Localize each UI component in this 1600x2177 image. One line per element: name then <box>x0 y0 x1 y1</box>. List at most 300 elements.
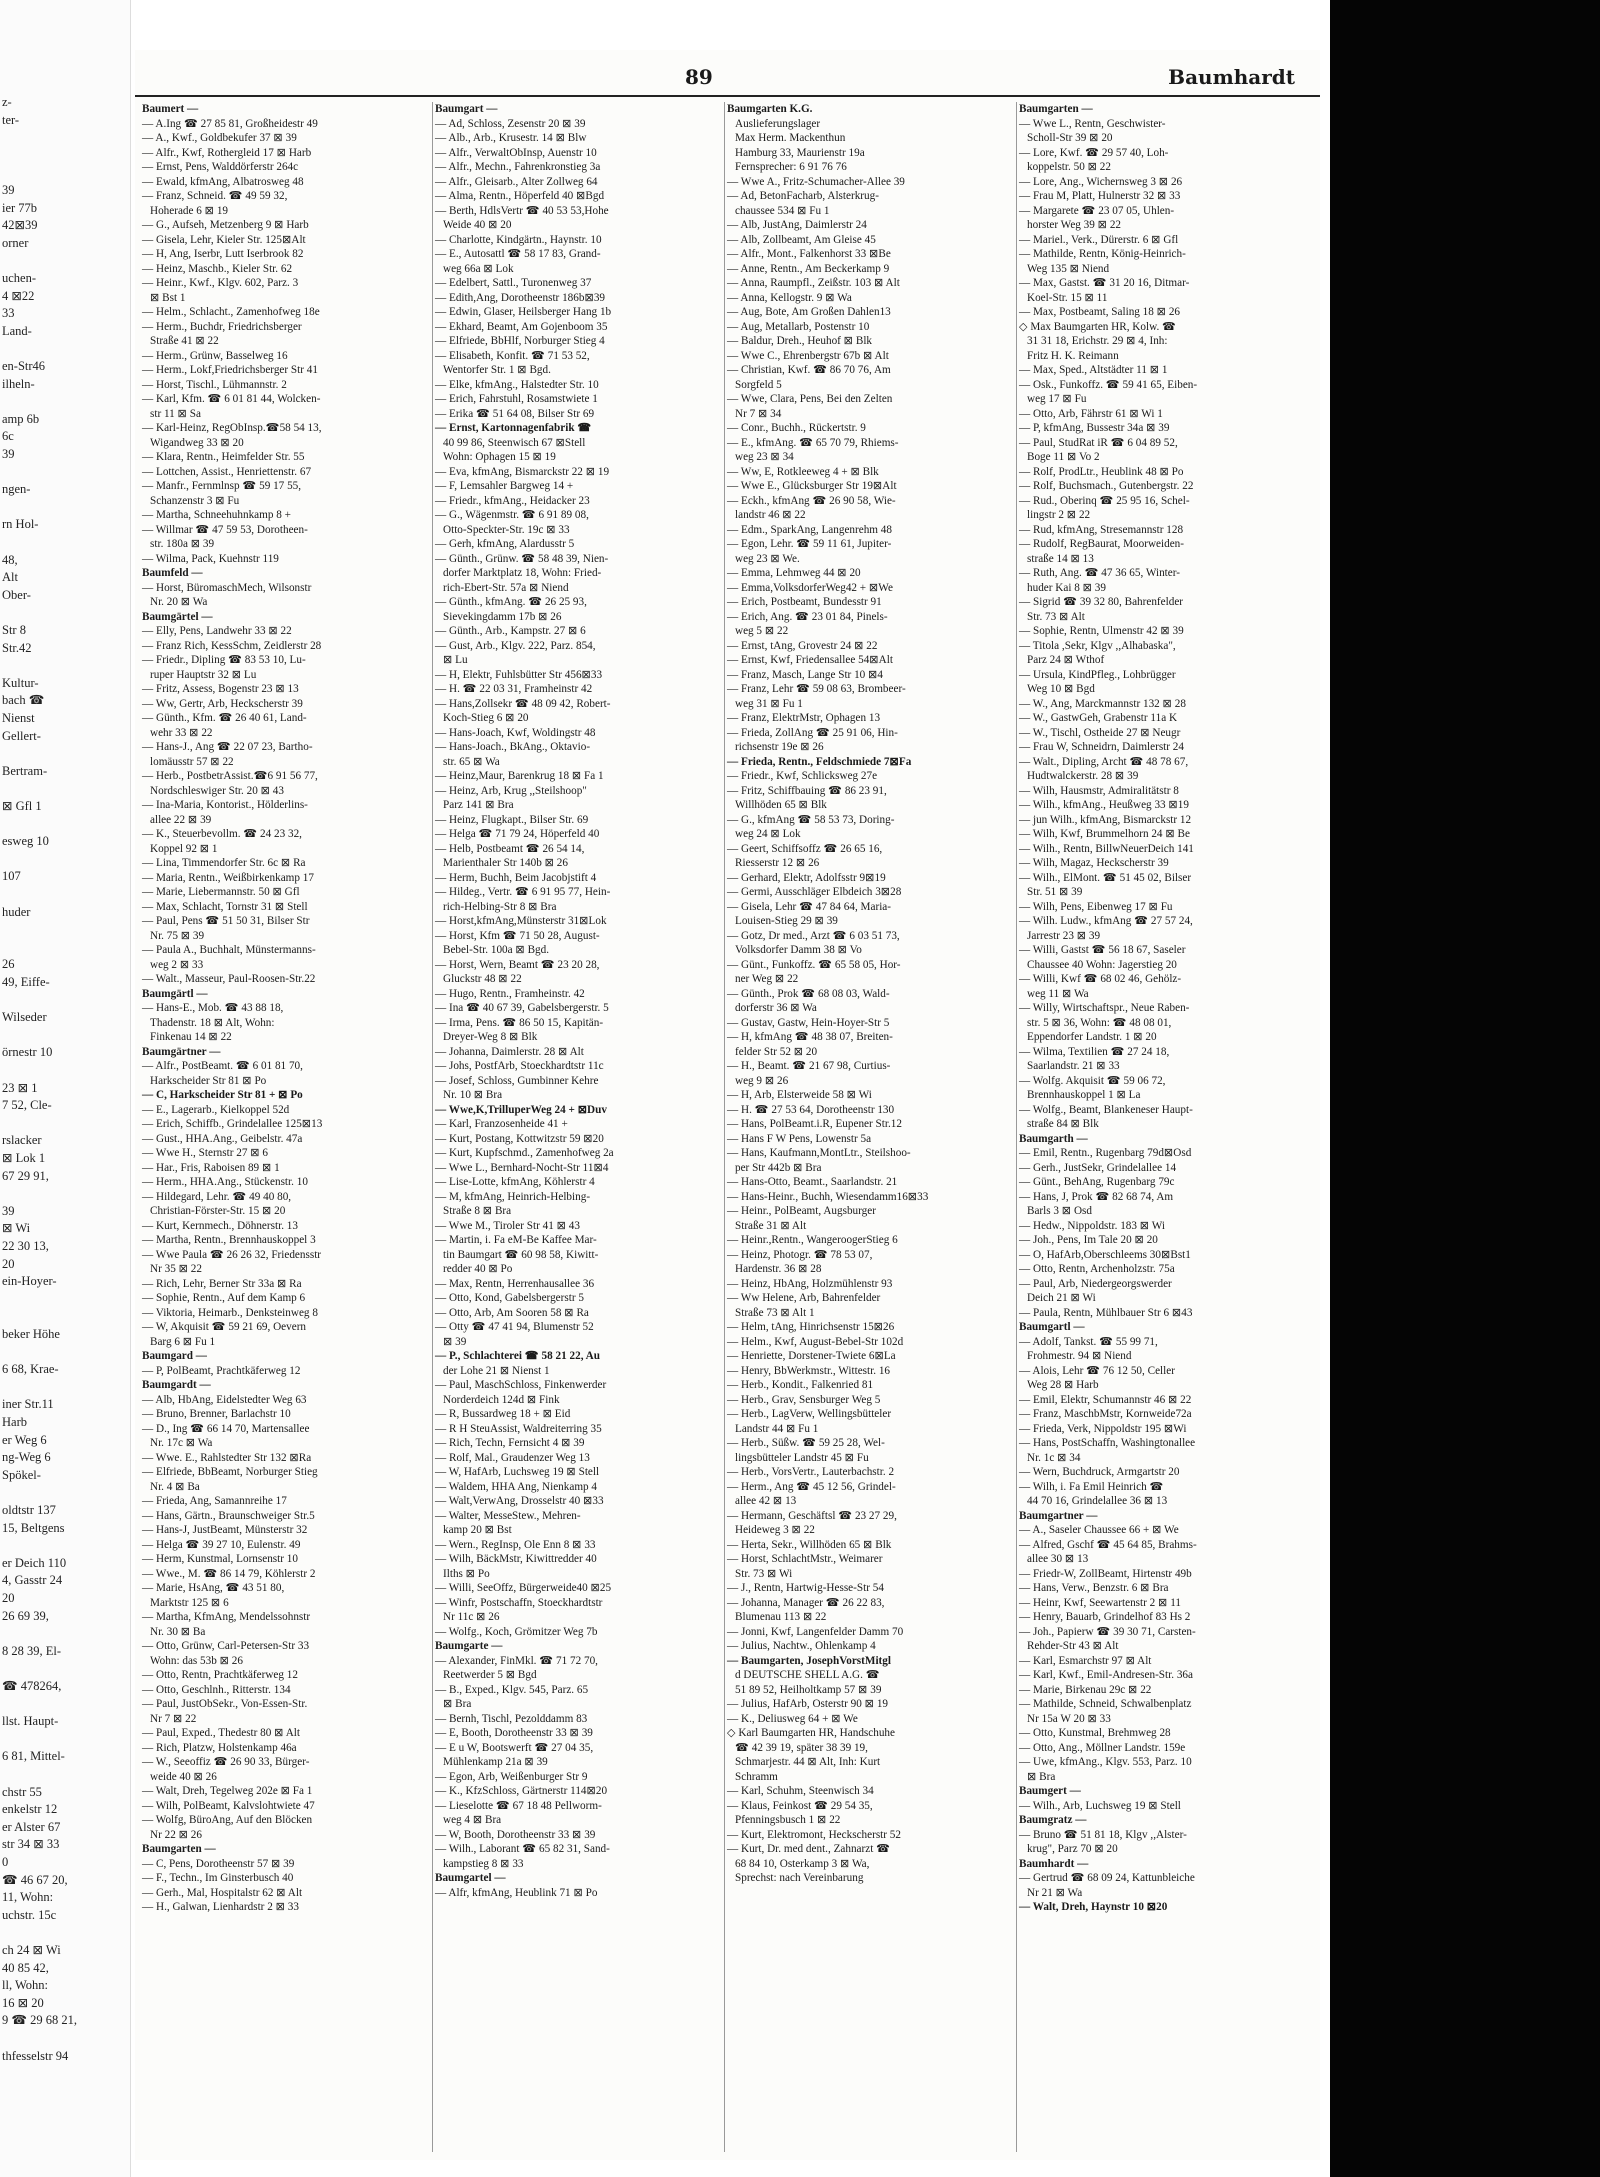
directory-entry: — Hildeg., Vertr. ☎ 6 91 95 77, Hein- <box>435 886 611 898</box>
directory-entry: — Wilh, BäckMstr, Kiwittredder 40 <box>435 1553 597 1565</box>
directory-entry: Nr 15a W 20 ⊠ 33 <box>1027 1712 1111 1725</box>
directory-entry: — Herm., HHA.Ang., Stückenstr. 10 <box>142 1176 308 1188</box>
directory-entry: Weg 28 ⊠ Harb <box>1027 1379 1099 1391</box>
directory-entry: — Elisabeth, Konfit. ☎ 71 53 52, <box>435 349 590 362</box>
directory-entry: — Rud, kfmAng, Stresemannstr 128 <box>1019 523 1184 536</box>
directory-entry: — Conr., Buchh., Rückertstr. 9 <box>727 422 866 434</box>
directory-entry: — Herm, Buchh, Beim Jacobjstift 4 <box>435 871 597 884</box>
directory-entry: horster Weg 39 ⊠ 22 <box>1027 219 1122 231</box>
directory-entry: — Alfr., Gleisarb., Alter Zollweg 64 <box>435 175 598 188</box>
directory-entry: — Franz Rich, KessSchm, Zeidlerstr 28 <box>142 639 322 652</box>
facing-page-fragment: 0 <box>2 1855 9 1869</box>
directory-entry: — Har., Fris, Raboisen 89 ⊠ 1 <box>142 1161 280 1174</box>
directory-entry: ⊠ Bra <box>443 1698 472 1710</box>
directory-entry: — J., Rentn, Hartwig-Hesse-Str 54 <box>727 1582 884 1594</box>
facing-page-fragment: ter- <box>2 112 20 127</box>
directory-entry: — H., Galwan, Lienhardstr 2 ⊠ 33 <box>142 1901 299 1913</box>
directory-entry: — jun Wilh., kfmAng, Bismarckstr 12 <box>1019 813 1192 826</box>
directory-entry: — P, kfmAng, Bussestr 34a ⊠ 39 <box>1019 422 1170 434</box>
directory-entry: ◇ Max Baumgarten HR, Kolw. ☎ <box>1019 320 1176 333</box>
directory-entry: — Paul, MaschSchloss, Finkenwerder <box>435 1379 607 1391</box>
surname-heading: Baumhardt — <box>1019 1857 1089 1870</box>
facing-page-fragment: chstr 55 <box>2 1784 42 1799</box>
directory-entry: ◇ Karl Baumgarten HR, Handschuhe <box>727 1727 895 1739</box>
surname-heading: Baumgarth — <box>1019 1132 1088 1145</box>
directory-entry: — Frieda, Rentn., Feldschmiede 7⊠Fa <box>727 755 912 768</box>
directory-entry: — H, Elektr, Fuhlsbütter Str 456⊠33 <box>435 668 603 681</box>
directory-entry: — Edelbert, Sattl., Turonenweg 37 <box>435 277 592 289</box>
directory-entry: — Johs, PostfArb, Stoeckhardtstr 11c <box>435 1060 604 1072</box>
directory-entry: — Wolfg., Beamt, Blankeneser Haupt- <box>1019 1103 1193 1116</box>
directory-entry: — Edm., SparkAng, Langenrehm 48 <box>727 523 892 536</box>
directory-entry: — Alb, JustAng, Daimlerstr 24 <box>727 219 867 231</box>
directory-entry: — P., Schlachterei ☎ 58 21 22, Au <box>435 1350 600 1362</box>
directory-entry: — Waldem, HHA Ang, Nienkamp 4 <box>435 1480 598 1493</box>
directory-entry: Weg 135 ⊠ Niend <box>1027 262 1110 275</box>
facing-page-fragment: 20 <box>2 1591 15 1605</box>
facing-page-fragment: iner Str.11 <box>2 1397 54 1412</box>
directory-entry: Straße 31 ⊠ Alt <box>735 1219 807 1232</box>
directory-entry: — K., KfzSchloss, Gärtnerstr 114⊠20 <box>435 1785 608 1797</box>
facing-page-fragment: amp 6b <box>2 411 40 426</box>
facing-page-fragment: uchen- <box>2 271 37 285</box>
directory-entry: — Otto, Ang., Möllner Landstr. 159e <box>1019 1741 1186 1754</box>
facing-page-fragment: orner <box>2 235 29 250</box>
directory-entry: ⊠ 39 <box>443 1335 467 1348</box>
directory-entry: lingstr 2 ⊠ 22 <box>1027 509 1091 521</box>
facing-page-fragment: ☎ 46 67 20, <box>2 1872 68 1887</box>
directory-entry: — Henriette, Dorstener-Twiete 6⊠La <box>727 1350 896 1362</box>
directory-entry: Marienthaler Str 140b ⊠ 26 <box>443 857 568 869</box>
directory-entry: ner Weg ⊠ 22 <box>735 973 799 985</box>
directory-entry: — Ruth, Ang. ☎ 47 36 65, Winter- <box>1019 567 1180 579</box>
directory-entry: — Johanna, Manager ☎ 26 22 83, <box>727 1596 885 1609</box>
directory-entry: — Erich, Schiffb., Grindelallee 125⊠13 <box>142 1118 323 1130</box>
directory-entry: Mühlenkamp 21a ⊠ 39 <box>443 1756 548 1768</box>
previous-page-fragment <box>0 0 131 2177</box>
directory-entry: Sievekingdamm 17b ⊠ 26 <box>443 610 562 623</box>
directory-entry: — H. ☎ 27 53 64, Dorotheenstr 130 <box>727 1103 895 1116</box>
directory-entry: — B., Exped., Klgv. 545, Parz. 65 <box>435 1683 589 1696</box>
directory-entry: — Rolf, Buchsmach., Gutenbergstr. 22 <box>1019 480 1194 492</box>
directory-entry: — F., Techn., Im Ginsterbusch 40 <box>142 1872 294 1884</box>
directory-entry: — Maria, Rentn., Weißbirkenkamp 17 <box>142 871 314 884</box>
directory-entry: — Lise-Lotte, kfmAng, Köhlerstr 4 <box>435 1176 595 1188</box>
directory-entry: — Rich, Lehr, Berner Str 33a ⊠ Ra <box>142 1277 302 1290</box>
directory-entry: — Paul, Pens ☎ 51 50 31, Bilser Str <box>142 915 310 927</box>
directory-entry: Parz 24 ⊠ Wthof <box>1027 654 1105 666</box>
directory-entry: — Ernst, Pens, Walddörferstr 264c <box>142 161 299 173</box>
directory-entry: — Günth., Prok ☎ 68 08 03, Wald- <box>727 987 890 1000</box>
directory-entry: — O, HafArb,Oberschleems 30⊠Bst1 <box>1019 1248 1191 1261</box>
facing-page-fragment: 67 29 91, <box>2 1168 49 1183</box>
directory-entry: Frohmestr. 94 ⊠ Niend <box>1027 1350 1132 1362</box>
surname-heading: Baumgarte — <box>435 1640 503 1652</box>
directory-entry: Nr 7 ⊠ 22 <box>150 1712 197 1725</box>
directory-entry: weg 66a ⊠ Lok <box>443 262 514 275</box>
directory-entry: — Ursula, KindPfleg., Lohbrügger <box>1019 668 1176 681</box>
directory-entry: — Franz, ElektrMstr, Ophagen 13 <box>727 712 881 724</box>
directory-entry: — Wilh., kfmAng., Heußweg 33 ⊠19 <box>1019 799 1189 811</box>
directory-entry: — Lottchen, Assist., Henriettenstr. 67 <box>142 465 312 478</box>
directory-entry: — Frieda, Verk, Nippoldstr 195 ⊠Wi <box>1019 1422 1187 1435</box>
directory-entry: — Franz, Lehr ☎ 59 08 63, Brombeer- <box>727 683 906 695</box>
directory-entry: — Lieselotte ☎ 67 18 48 Pellworm- <box>435 1799 602 1812</box>
directory-entry: — Anna, Raumpfl., Zeißstr. 103 ⊠ Alt <box>727 277 900 289</box>
directory-entry: Auslieferungslager <box>735 117 821 130</box>
facing-page-fragment: er Weg 6 <box>2 1432 47 1447</box>
directory-entry: Saarlandstr. 21 ⊠ 33 <box>1027 1060 1120 1072</box>
directory-entry: — Otto, Rentn, Archenholzstr. 75a <box>1019 1263 1175 1275</box>
directory-entry: — Mariel., Verk., Dürerstr. 6 ⊠ Gfl <box>1019 233 1179 246</box>
directory-entry: — Helga ☎ 71 79 24, Höperfeld 40 <box>435 828 600 840</box>
scan-dark-margin <box>1330 0 1600 2177</box>
directory-entry: — Gust., HHA.Ang., Geibelstr. 47a <box>142 1132 303 1145</box>
facing-page-fragment: Gellert- <box>2 728 41 743</box>
directory-entry: — Wolfg., Koch, Grömitzer Weg 7b <box>435 1625 598 1638</box>
directory-entry: Riesserstr 12 ⊠ 26 <box>735 857 820 869</box>
directory-entry: — Wwe., M. ☎ 86 14 79, Köhlerstr 2 <box>142 1567 316 1580</box>
directory-entry: allee 30 ⊠ 13 <box>1027 1553 1089 1565</box>
directory-entry: — Helm., Schlacht., Zamenhofweg 18e <box>142 306 320 318</box>
directory-entry: — Hermann, Geschäftsl ☎ 23 27 29, <box>727 1509 897 1522</box>
directory-entry: — Karl-Heinz, RegObInsp.☎58 54 13, <box>142 422 322 434</box>
directory-entry: — Wilh, Magaz, Heckscherstr 39 <box>1019 857 1169 869</box>
directory-entry: — Hans-Heinr., Buchh, Wiesendamm16⊠33 <box>727 1190 929 1203</box>
surname-heading: Baumgärtel — <box>142 610 213 623</box>
directory-entry: — G., kfmAng ☎ 58 53 73, Doring- <box>727 813 895 826</box>
facing-page-fragment: ⊠ Lok 1 <box>2 1151 46 1165</box>
directory-entry: — Kurt, Postang, Kottwitzstr 59 ⊠20 <box>435 1132 604 1145</box>
directory-entry: — Germi, Ausschläger Elbdeich 3⊠28 <box>727 886 902 898</box>
directory-entry: Weide 40 ⊠ 20 <box>443 219 512 231</box>
directory-entry: — Hans, PolBeamt.i.R, Eupener Str.12 <box>727 1118 902 1130</box>
directory-entry: — Henry, BbWerkmstr., Wittestr. 16 <box>727 1364 891 1377</box>
directory-entry: — H., Beamt. ☎ 21 67 98, Curtius- <box>727 1060 891 1072</box>
facing-page-fragment: ngen- <box>2 482 31 497</box>
directory-entry: Harkscheider Str 81 ⊠ Po <box>150 1074 267 1087</box>
directory-entry: — Hedw., Nippoldstr. 183 ⊠ Wi <box>1019 1219 1165 1232</box>
directory-entry: huder Kai 8 ⊠ 39 <box>1027 581 1106 594</box>
directory-entry: Jarrestr 23 ⊠ 39 <box>1027 929 1101 942</box>
directory-entry: — Bruno ☎ 51 81 18, Klgv ,,Alster- <box>1019 1828 1187 1841</box>
directory-entry: landstr 46 ⊠ 22 <box>735 509 806 521</box>
facing-page-fragment: 8 28 39, El- <box>2 1643 62 1658</box>
directory-entry: weg 24 ⊠ Lok <box>735 828 801 840</box>
facing-page-fragment: 6c <box>2 429 14 444</box>
directory-entry: weg 11 ⊠ Wa <box>1027 987 1089 1000</box>
directory-entry: — Sigrid ☎ 39 32 80, Bahrenfelder <box>1019 596 1184 608</box>
directory-entry: krug", Parz 70 ⊠ 20 <box>1027 1843 1118 1855</box>
directory-entry: — Horst, Kfm ☎ 71 50 28, August- <box>435 929 600 942</box>
directory-entry: — Walt., Dipling, Archt ☎ 48 78 67, <box>1019 755 1189 768</box>
facing-page-fragment: 40 85 42, <box>2 1960 49 1975</box>
surname-heading: Baumgartl — <box>1019 1321 1085 1333</box>
directory-entry: — Otto, Rentn, Prachtkäferweg 12 <box>142 1669 298 1681</box>
directory-entry: Barls 3 ⊠ Osd <box>1027 1205 1093 1217</box>
directory-entry: — Wolfg. Akquisit ☎ 59 06 72, <box>1019 1074 1166 1087</box>
directory-entry: — Günth., kfmAng. ☎ 26 25 93, <box>435 596 587 608</box>
directory-entry: — Herb., PostbetrAssist.☎6 91 56 77, <box>142 770 318 782</box>
directory-entry: — Lina, Timmendorfer Str. 6c ⊠ Ra <box>142 857 306 869</box>
facing-page-fragment: 15, Beltgens <box>2 1520 65 1535</box>
surname-heading: Baumfeld — <box>142 567 203 579</box>
directory-entry: weg 17 ⊠ Fu <box>1027 393 1087 405</box>
directory-entry: — Frau W, Schneidrn, Daimlerstr 24 <box>1019 741 1184 753</box>
directory-entry: Koel-Str. 15 ⊠ 11 <box>1027 291 1108 304</box>
directory-entry: — Hans,Zollsekr ☎ 48 09 42, Robert- <box>435 697 611 710</box>
directory-entry: — Karl, Kfm. ☎ 6 01 81 44, Wolcken- <box>142 393 321 405</box>
facing-page-fragment: thfesselstr 94 <box>2 2048 69 2063</box>
directory-entry: — Ad, Schloss, Zesenstr 20 ⊠ 39 <box>435 117 586 130</box>
directory-entry: — Karl, Esmarchstr 97 ⊠ Alt <box>1019 1654 1152 1667</box>
surname-heading: Baumgart — <box>435 103 498 115</box>
directory-entry: — Heinr., PolBeamt, Augsburger <box>727 1205 876 1217</box>
directory-entry: — Gisela, Lehr, Kieler Str. 125⊠Alt <box>142 233 306 246</box>
directory-entry: Willhöden 65 ⊠ Blk <box>735 799 827 811</box>
directory-entry: Nr. 30 ⊠ Ba <box>150 1625 206 1638</box>
directory-entry: — Joh., Pens, Im Tale 20 ⊠ 20 <box>1019 1234 1158 1246</box>
directory-entry: Straße 8 ⊠ Bra <box>443 1205 512 1217</box>
directory-entry: — Wilh, Pens, Eibenweg 17 ⊠ Fu <box>1019 900 1173 913</box>
directory-entry: — Herm., Ang ☎ 45 12 56, Grindel- <box>727 1480 896 1493</box>
directory-entry: — Marie, HsAng, ☎ 43 51 80, <box>142 1582 285 1594</box>
directory-entry: — Hans, J, Prok ☎ 82 68 74, Am <box>1019 1190 1174 1203</box>
directory-entry: wehr 33 ⊠ 22 <box>150 726 213 739</box>
directory-entry: — Herb., Grav, Sensburger Weg 5 <box>727 1393 881 1406</box>
facing-page-fragment: er Alster 67 <box>2 1819 61 1834</box>
column-1 <box>140 102 425 2152</box>
directory-entry: — Irma, Pens. ☎ 86 50 15, Kapitän- <box>435 1016 604 1029</box>
directory-entry: — Paul, Arb, Niedergeorgswerder <box>1019 1277 1172 1290</box>
directory-entry: — Alfr., Kwf, Rothergleid 17 ⊠ Harb <box>142 146 312 159</box>
directory-entry: — Heinr.,Rentn., WangeroogerStieg 6 <box>727 1234 898 1246</box>
directory-entry: — E., kfmAng. ☎ 65 70 79, Rhiems- <box>727 436 899 449</box>
directory-entry: — Heinz, Maschb., Kieler Str. 62 <box>142 262 293 275</box>
directory-entry: — Kurt, Elektromont, Heckscherstr 52 <box>727 1828 901 1841</box>
directory-entry: ⊠ Lu <box>443 654 468 666</box>
directory-entry: — Alois, Lehr ☎ 76 12 50, Celler <box>1019 1364 1175 1377</box>
directory-entry: — Herm, Kunstmal, Lornsenstr 10 <box>142 1553 298 1565</box>
directory-entry: — C, Pens, Dorotheenstr 57 ⊠ 39 <box>142 1857 295 1870</box>
facing-page-fragment: ier 77b <box>2 200 38 215</box>
directory-entry: Bebel-Str. 100a ⊠ Bgd. <box>443 944 550 956</box>
directory-entry: — Elfriede, BbBeamt, Norburger Stieg <box>142 1466 318 1478</box>
directory-entry: Nr 7 ⊠ 34 <box>735 407 782 420</box>
running-head: Baumhardt <box>1168 65 1295 89</box>
facing-page-fragment: esweg 10 <box>2 834 49 849</box>
directory-entry: — Max, Schlacht, Tornstr 31 ⊠ Stell <box>142 900 308 913</box>
facing-page-fragment: ilheln- <box>2 376 35 391</box>
directory-entry: — H, Ang, Iserbr, Lutt Iserbrook 82 <box>142 248 304 260</box>
directory-entry: Finkenau 14 ⊠ 22 <box>150 1031 232 1043</box>
directory-entry: — Rudolf, RegBaurat, Moorweiden- <box>1019 538 1184 550</box>
directory-entry: Str. 73 ⊠ Alt <box>1027 610 1085 623</box>
directory-entry: — Günth., Grünw. ☎ 58 48 39, Nien- <box>435 552 609 565</box>
directory-entry: — Friedr., Kwf, Schlicksweg 27e <box>727 770 878 782</box>
directory-entry: Nr. 4 ⊠ Ba <box>150 1480 200 1493</box>
directory-entry: — A., Saseler Chaussee 66 + ⊠ We <box>1019 1524 1179 1536</box>
facing-page-fragment: Wilseder <box>2 1010 47 1025</box>
directory-entry: weg 23 ⊠ 34 <box>735 451 794 463</box>
facing-page-fragment: en-Str46 <box>2 359 46 373</box>
directory-entry: str 11 ⊠ Sa <box>150 407 201 420</box>
directory-entry: Marktstr 125 ⊠ 6 <box>150 1596 229 1609</box>
directory-entry: Hudtwalckerstr. 28 ⊠ 39 <box>1027 770 1139 782</box>
directory-entry: — Alfr, kfmAng, Heublink 71 ⊠ Po <box>435 1886 598 1899</box>
directory-entry: — Charlotte, Kindgärtn., Haynstr. 10 <box>435 233 602 246</box>
directory-entry: — Berth, HdlsVertr ☎ 40 53 53,Hohe <box>435 204 609 217</box>
facing-page-fragment: z- <box>2 95 12 109</box>
facing-page-fragment: Alt <box>2 570 18 585</box>
directory-entry: Straße 41 ⊠ 22 <box>150 335 219 347</box>
directory-entry: allee 22 ⊠ 39 <box>150 813 212 826</box>
directory-entry: — Gerhard, Elektr, Adolfsstr 9⊠19 <box>727 871 886 884</box>
directory-entry: — Hans F W Pens, Lowenstr 5a <box>727 1132 872 1145</box>
directory-entry: Schanzenstr 3 ⊠ Fu <box>150 494 240 507</box>
facing-page-fragment: er Deich 110 <box>2 1555 67 1570</box>
directory-entry: — Erika ☎ 51 64 08, Bilser Str 69 <box>435 407 595 420</box>
directory-entry: str. 180a ⊠ 39 <box>150 538 215 550</box>
surname-heading: Baumgratz — <box>1019 1814 1087 1826</box>
facing-page-fragment: 16 ⊠ 20 <box>2 1995 44 2010</box>
facing-page-fragment: Kultur- <box>2 675 39 690</box>
directory-entry: 31 31 18, Erichstr. 29 ⊠ 4, Inh: <box>1027 335 1168 347</box>
facing-page-fragment: rn Hol- <box>2 517 39 532</box>
directory-entry: — Horst, Tischl., Lühmannstr. 2 <box>142 378 287 391</box>
directory-entry: — Otto, Arb, Am Sooren 58 ⊠ Ra <box>435 1306 589 1319</box>
facing-page-fragment: bach ☎ <box>2 693 45 708</box>
directory-entry: — Manfr., Fernmlnsp ☎ 59 17 55, <box>142 480 302 492</box>
directory-entry: Landstr 44 ⊠ Fu 1 <box>735 1422 819 1435</box>
directory-entry: — Fritz, Assess, Bogenstr 23 ⊠ 13 <box>142 683 299 695</box>
directory-entry: — Ekhard, Beamt, Am Gojenboom 35 <box>435 320 608 333</box>
directory-entry: — Heinz, Arb, Krug ,,Steilshoop" <box>435 784 587 797</box>
directory-entry: Blumenau 113 ⊠ 22 <box>735 1611 827 1623</box>
directory-entry: rich-Ebert-Str. 57a ⊠ Niend <box>443 581 569 594</box>
directory-entry: — Hans, Verw., Benzstr. 6 ⊠ Bra <box>1019 1582 1169 1594</box>
directory-entry: — Wwe,K,TrilluperWeg 24 + ⊠Duv <box>435 1103 607 1116</box>
directory-entry: — R H SteuAssist, Waldreiterring 35 <box>435 1422 602 1435</box>
directory-entry: rich-Helbing-Str 8 ⊠ Bra <box>443 900 557 913</box>
directory-entry: — Willy, Wirtschaftspr., Neue Raben- <box>1019 1002 1190 1014</box>
directory-entry: — Wwe, Clara, Pens, Bei den Zelten <box>727 393 893 405</box>
directory-entry: — Hildegard, Lehr. ☎ 49 40 80, <box>142 1190 292 1203</box>
directory-entry: — Herm., Lokf,Friedrichsberger Str 41 <box>142 364 318 376</box>
directory-entry: — Rolf, Mal., Graudenzer Weg 13 <box>435 1451 590 1464</box>
directory-entry: — D., Ing ☎ 66 14 70, Martensallee <box>142 1422 310 1435</box>
directory-entry: — Ww, Gertr, Arb, Heckscherstr 39 <box>142 697 303 710</box>
directory-entry: Nr 22 ⊠ 26 <box>150 1828 202 1841</box>
directory-entry: — Wwe Paula ☎ 26 26 32, Friedensstr <box>142 1248 322 1261</box>
directory-entry: — Henry, Bauarb, Grindelhof 83 Hs 2 <box>1019 1611 1191 1623</box>
directory-entry: — E, Booth, Dorotheenstr 33 ⊠ 39 <box>435 1727 593 1739</box>
directory-entry: — Gotz, Dr med., Arzt ☎ 6 03 51 73, <box>727 929 900 942</box>
directory-entry: Nr. 10 ⊠ Bra <box>443 1089 503 1101</box>
directory-entry: — Horst, BüromaschMech, Wilsonstr <box>142 581 312 594</box>
directory-entry: — Willi, Gastst ☎ 56 18 67, Saseler <box>1019 944 1186 956</box>
directory-entry: — Karl, Franzosenheide 41 + <box>435 1118 568 1130</box>
directory-entry: — Elly, Pens, Landwehr 33 ⊠ 22 <box>142 625 292 637</box>
directory-entry: — Anna, Kellogstr. 9 ⊠ Wa <box>727 291 852 304</box>
directory-entry: — Friedr-W, ZollBeamt, Hirtenstr 49b <box>1019 1567 1192 1580</box>
directory-entry: Hardenstr. 36 ⊠ 28 <box>735 1263 822 1275</box>
directory-entry: — Fritz, Schiffbauing ☎ 86 23 91, <box>727 784 887 797</box>
directory-entry: — Ewald, kfmAng, Albatrosweg 48 <box>142 175 304 188</box>
directory-entry: — Otto, Kond, Gabelsbergerstr 5 <box>435 1292 584 1304</box>
facing-page-fragment: 22 30 13, <box>2 1239 49 1253</box>
directory-entry: — Aug, Metallarb, Postenstr 10 <box>727 320 870 333</box>
directory-entry: — Eva, kfmAng, Bismarckstr 22 ⊠ 19 <box>435 465 610 478</box>
facing-page-fragment: Land- <box>2 323 32 338</box>
directory-entry: — Ina ☎ 40 67 39, Gabelsbergerstr. 5 <box>435 1002 609 1014</box>
directory-entry: 40 99 86, Steenwisch 67 ⊠Stell <box>443 436 586 449</box>
directory-entry: — Wilh., Rentn, BillwNeuerDeich 141 <box>1019 842 1194 855</box>
directory-entry: richsenstr 19e ⊠ 26 <box>735 741 824 753</box>
directory-entry: — Alexander, FinMkl. ☎ 71 72 70, <box>435 1654 598 1667</box>
directory-entry: — Bruno, Brenner, Barlachstr 10 <box>142 1408 291 1420</box>
directory-entry: — Otto, Geschlnh., Ritterstr. 134 <box>142 1683 291 1696</box>
directory-entry: Christian-Förster-Str. 15 ⊠ 20 <box>150 1205 286 1217</box>
directory-entry: — W, Akquisit ☎ 59 21 69, Oevern <box>142 1321 307 1333</box>
facing-page-fragment: 26 <box>2 957 15 972</box>
directory-entry: ☎ 42 39 19, später 38 39 19, <box>735 1741 868 1754</box>
directory-entry: — Heinz,Maur, Barenkrug 18 ⊠ Fa 1 <box>435 770 604 782</box>
directory-entry: — Johanna, Daimlerstr. 28 ⊠ Alt <box>435 1045 584 1058</box>
directory-entry: — Alfr., PostBeamt. ☎ 6 01 81 70, <box>142 1060 303 1072</box>
directory-entry: — Otto, Grünw, Carl-Petersen-Str 33 <box>142 1640 310 1652</box>
directory-entry: — Wern, Buchdruck, Armgartstr 20 <box>1019 1466 1180 1478</box>
directory-entry: — H. ☎ 22 03 31, Framheinstr 42 <box>435 683 593 695</box>
directory-entry: Boge 11 ⊠ Vo 2 <box>1027 451 1100 463</box>
surname-heading: Baumgarten K.G. <box>727 103 813 115</box>
directory-entry: — Helb, Postbeamt ☎ 26 54 14, <box>435 842 585 855</box>
directory-entry: — Otto, Arb, Fährstr 61 ⊠ Wi 1 <box>1019 407 1163 420</box>
directory-entry: — Egon, Lehr. ☎ 59 11 61, Jupiter- <box>727 538 892 550</box>
directory-entry: — W, Booth, Dorotheenstr 33 ⊠ 39 <box>435 1828 596 1841</box>
directory-entry: Str. 73 ⊠ Wi <box>735 1567 793 1580</box>
directory-entry: — Kurt, Kernmech., Döhnerstr. 13 <box>142 1219 298 1232</box>
directory-entry: — Wwe L., Bernhard-Nocht-Str 11⊠4 <box>435 1161 609 1174</box>
facing-page-fragment: Nienst <box>2 711 35 725</box>
directory-entry: — G., Wägenmstr. ☎ 6 91 89 08, <box>435 509 589 521</box>
directory-entry: — A.Ing ☎ 27 85 81, Großheidestr 49 <box>142 117 318 130</box>
directory-entry: — Wilh., ElMont. ☎ 51 45 02, Bilser <box>1019 871 1192 884</box>
directory-entry: — H, kfmAng ☎ 48 38 07, Breiten- <box>727 1031 893 1043</box>
directory-entry: — Rolf, ProdLtr., Heublink 48 ⊠ Po <box>1019 465 1184 478</box>
directory-entry: straße 84 ⊠ Blk <box>1027 1118 1099 1130</box>
directory-entry: Nr 35 ⊠ 22 <box>150 1263 202 1275</box>
facing-page-fragment: ein-Hoyer- <box>2 1274 57 1289</box>
facing-page-fragment: Str 8 <box>2 623 26 637</box>
directory-entry: — Alb, HbAng, Eidelstedter Weg 63 <box>142 1393 307 1406</box>
directory-entry: — Edwin, Glaser, Heilsberger Hang 1b <box>435 306 612 318</box>
directory-entry: — Martha, Schneehuhnkamp 8 + <box>142 509 291 521</box>
directory-entry: — Gisela, Lehr ☎ 47 84 64, Maria- <box>727 900 891 913</box>
directory-entry: Wohn: Ophagen 15 ⊠ 19 <box>443 451 556 463</box>
facing-page-fragment: ll, Wohn: <box>2 1978 48 1993</box>
directory-entry: str. 65 ⊠ Wa <box>443 755 500 768</box>
directory-entry: — Karl, Kwf., Emil-Andresen-Str. 36a <box>1019 1669 1193 1681</box>
directory-entry: — Ernst, tAng, Grovestr 24 ⊠ 22 <box>727 639 878 652</box>
directory-entry: 51 89 52, Heilholtkamp 57 ⊠ 39 <box>735 1683 882 1696</box>
directory-entry: Nr. 20 ⊠ Wa <box>150 596 208 608</box>
directory-entry: Koch-Stieg 6 ⊠ 20 <box>443 712 529 724</box>
directory-entry: — Herta, Sekr., Willhöden 65 ⊠ Blk <box>727 1538 892 1551</box>
directory-entry: — Baldur, Dreh., Heuhof ⊠ Blk <box>727 335 873 347</box>
directory-entry: — Paula A., Buchhalt, Münstermanns- <box>142 944 316 956</box>
directory-entry: — Osk., Funkoffz. ☎ 59 41 65, Eiben- <box>1019 378 1198 391</box>
